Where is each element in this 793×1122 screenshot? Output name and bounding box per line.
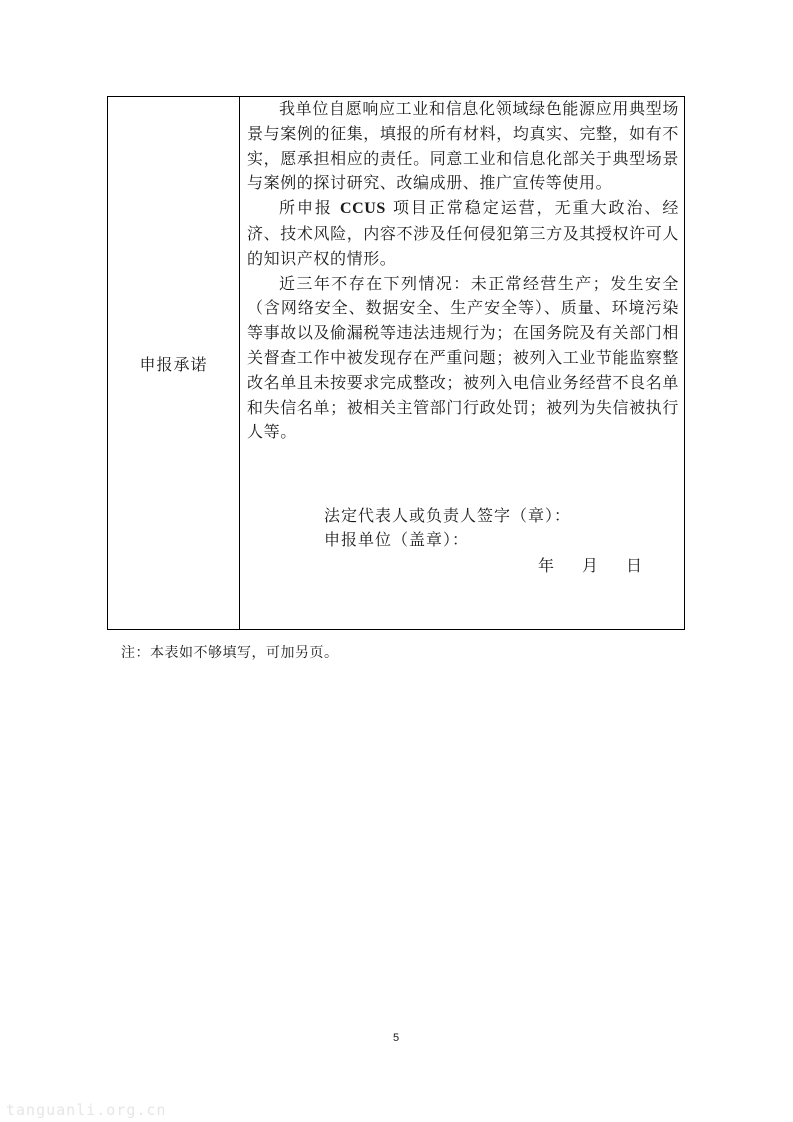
- commitment-content: [240, 97, 684, 629]
- page-number: 5: [393, 1032, 400, 1044]
- commitment-paragraph-3: 近三年不存在下列情况：未正常经营生产；发生安全（含网络安全、数据安全、生产安全等）、质量、环境污染等事故以及偷漏税等违法违规行为；在国务院及有关部门相关督查工作中被发现存在严重问题；被列入工业节能监察整改名单且未按要求完成整改；被列入电信业务经营不良名单和失信名单；被相关主管部门行政处罚；被列为失信被执行人等。: [247, 273, 679, 442]
- paragraph-2-prefix: 所申报: [279, 198, 340, 218]
- signature-label: 法定代表人或负责人签字（章）：: [324, 506, 572, 525]
- footnote: 注：本表如不够填写，可加另页。: [121, 645, 339, 661]
- date-month: 月: [582, 556, 599, 575]
- unit-stamp-label: 申报单位（盖章）：: [324, 530, 470, 549]
- watermark: tanguanli.org.cn: [6, 1101, 167, 1119]
- ccus-term: CCUS: [339, 200, 386, 218]
- row-label: 申报承诺: [108, 97, 240, 629]
- date-year: 年: [538, 556, 555, 575]
- commitment-text: [247, 97, 679, 445]
- paragraph-2-suffix: 项目正常稳定运营，无重大政治、经济、技术风险，内容不涉及任何侵犯第三方及其授权许可人的知识产权的情形。: [247, 198, 679, 268]
- date-line: [538, 553, 642, 576]
- date-day: 日: [626, 556, 643, 575]
- commitment-paragraph-2: [247, 196, 679, 271]
- commitment-table: [107, 96, 685, 630]
- commitment-paragraph-1: 我单位自愿响应工业和信息化领域绿色能源应用典型场景与案例的征集，填报的所有材料，均真实、完整，如有不实，愿承担相应的责任。同意工业和信息化部关于典型场景与案例的探讨研究、改编成册、推广宣传等使用。: [247, 99, 679, 193]
